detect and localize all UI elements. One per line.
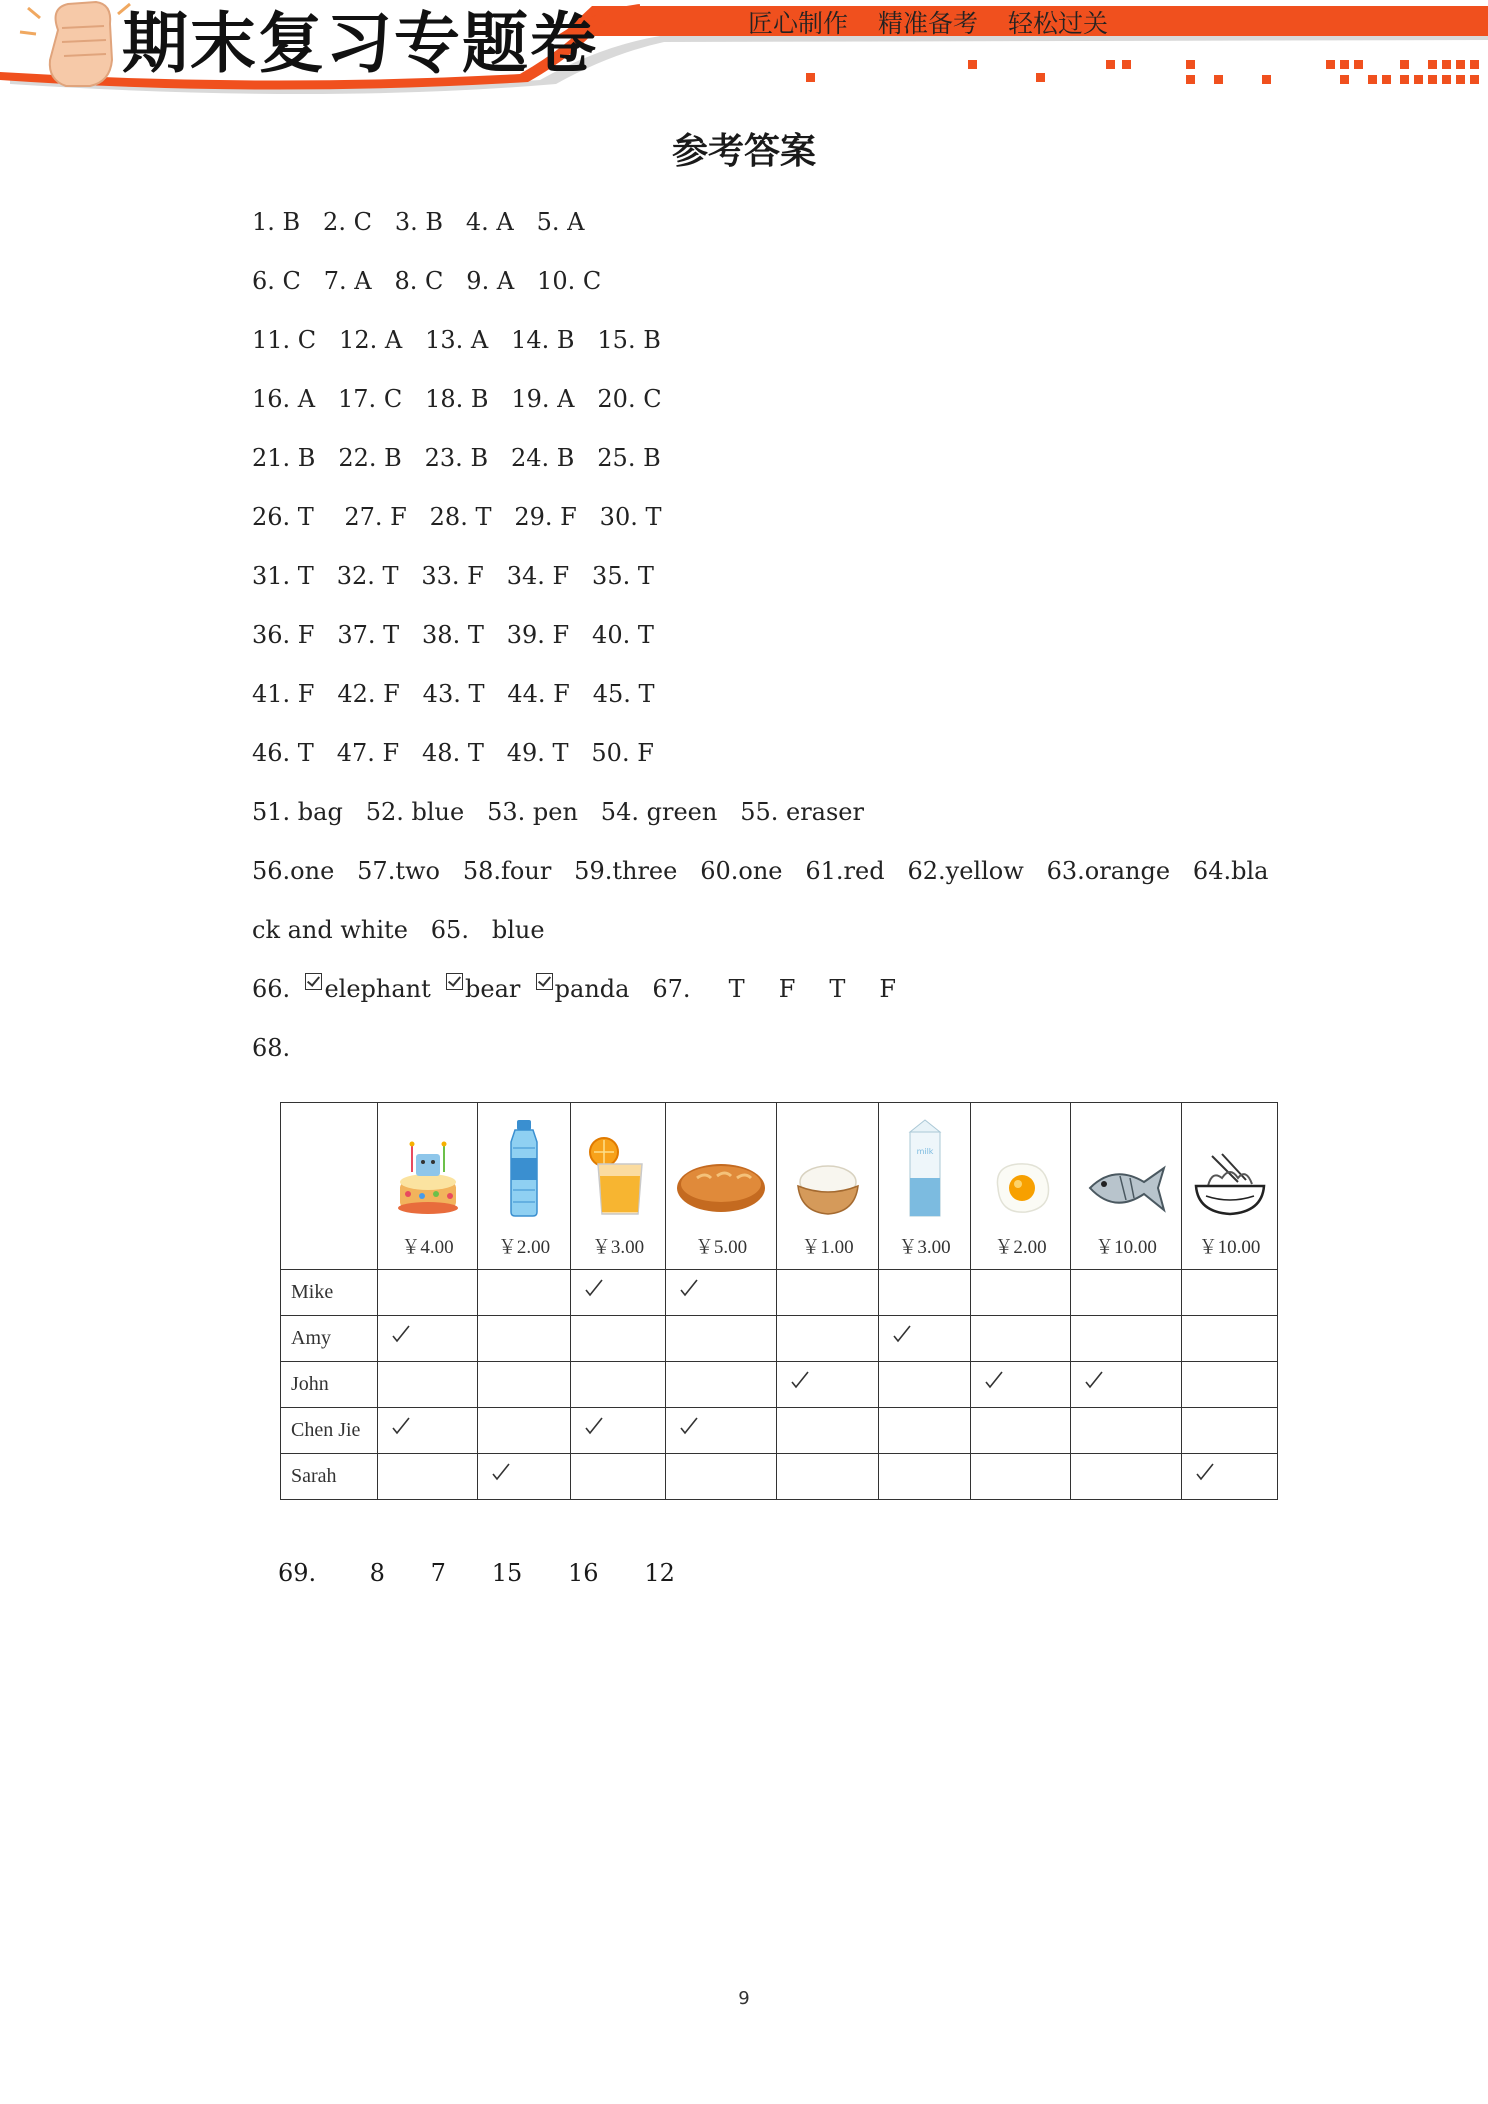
food-price: ￥3.00 bbox=[591, 1237, 645, 1258]
order-cell bbox=[1071, 1270, 1182, 1316]
food-cell bbox=[571, 1103, 666, 1270]
food-price: ￥2.00 bbox=[497, 1237, 551, 1258]
food-cell bbox=[879, 1103, 971, 1270]
order-cell bbox=[666, 1316, 777, 1362]
answer-line-66-67 bbox=[252, 969, 1272, 1028]
q69-answer: 12 bbox=[644, 1559, 675, 1587]
q67-answer: F bbox=[778, 975, 796, 1003]
answer-line: 26. T 27. F 28. T 29. F 30. T bbox=[252, 503, 662, 531]
food-cell bbox=[971, 1103, 1071, 1270]
check-mark-icon bbox=[983, 1370, 1005, 1392]
order-cell bbox=[1071, 1316, 1182, 1362]
q69-answer: 15 bbox=[491, 1559, 523, 1587]
order-cell bbox=[666, 1362, 777, 1408]
table-row bbox=[281, 1270, 1278, 1316]
food-price: ￥10.00 bbox=[1198, 1237, 1261, 1258]
order-cell bbox=[777, 1270, 879, 1316]
order-cell bbox=[478, 1454, 571, 1500]
answer-line: 6. C 7. A 8. C 9. A 10. C bbox=[252, 267, 602, 295]
food-cell bbox=[378, 1103, 478, 1270]
food-cell bbox=[1071, 1103, 1182, 1270]
order-cell bbox=[1182, 1408, 1278, 1454]
q69-answer: 8 bbox=[369, 1559, 385, 1587]
answer-line: 46. T 47. F 48. T 49. T 50. F bbox=[252, 739, 654, 767]
q66-item: bear bbox=[465, 975, 521, 1003]
order-cell bbox=[478, 1316, 571, 1362]
order-cell bbox=[1071, 1362, 1182, 1408]
food-order-table bbox=[280, 1102, 1278, 1500]
order-cell bbox=[879, 1362, 971, 1408]
order-cell bbox=[478, 1362, 571, 1408]
order-cell bbox=[478, 1408, 571, 1454]
food-cell bbox=[478, 1103, 571, 1270]
q66-item: panda bbox=[554, 975, 630, 1003]
answer-line: 51. bag 52. blue 53. pen 54. green 55. eraser bbox=[252, 798, 864, 826]
order-cell bbox=[571, 1362, 666, 1408]
page-title: 参考答案 bbox=[671, 131, 816, 172]
order-cell bbox=[478, 1270, 571, 1316]
order-cell bbox=[571, 1454, 666, 1500]
food-price: ￥2.00 bbox=[994, 1237, 1047, 1258]
order-cell bbox=[666, 1270, 777, 1316]
fried-egg-icon bbox=[988, 1158, 1054, 1218]
header-slogans bbox=[748, 9, 1130, 39]
food-price: ￥3.00 bbox=[898, 1237, 951, 1258]
answer-list bbox=[252, 202, 1272, 1087]
table-row bbox=[281, 1362, 1278, 1408]
check-mark-icon bbox=[1194, 1462, 1216, 1484]
answer-line-68: 68. bbox=[252, 1034, 291, 1062]
order-cell bbox=[777, 1454, 879, 1500]
order-cell bbox=[666, 1454, 777, 1500]
q69-answer: 7 bbox=[430, 1559, 446, 1587]
bread-icon bbox=[675, 1158, 767, 1218]
order-cell bbox=[1182, 1454, 1278, 1500]
q66-number: 66. bbox=[252, 975, 291, 1003]
q66-item: elephant bbox=[324, 975, 431, 1003]
order-cell bbox=[378, 1408, 478, 1454]
order-cell bbox=[777, 1316, 879, 1362]
order-cell bbox=[879, 1316, 971, 1362]
order-cell bbox=[571, 1316, 666, 1362]
checked-box-icon bbox=[446, 973, 463, 990]
answer-line: 11. C 12. A 13. A 14. B 15. B bbox=[252, 326, 661, 354]
q67-answer: T bbox=[728, 975, 745, 1003]
order-cell bbox=[1182, 1270, 1278, 1316]
order-cell bbox=[971, 1316, 1071, 1362]
order-cell bbox=[378, 1454, 478, 1500]
check-mark-icon bbox=[490, 1462, 512, 1484]
food-price: ￥1.00 bbox=[801, 1237, 854, 1258]
order-cell bbox=[378, 1362, 478, 1408]
order-cell bbox=[879, 1454, 971, 1500]
order-cell bbox=[666, 1408, 777, 1454]
header-banner bbox=[0, 0, 1488, 110]
corner-cell bbox=[281, 1103, 378, 1270]
table-body bbox=[281, 1270, 1278, 1500]
food-cell bbox=[777, 1103, 879, 1270]
q67-answer: F bbox=[879, 975, 897, 1003]
order-cell bbox=[571, 1270, 666, 1316]
answer-line: 21. B 22. B 23. B 24. B 25. B bbox=[252, 444, 661, 472]
answer-line: 56.one 57.two 58.four 59.three 60.one 61.red 62.yellow 63.orange 64.bla bbox=[252, 857, 1269, 885]
table-row bbox=[281, 1408, 1278, 1454]
svg-text:milk: milk bbox=[916, 1147, 933, 1156]
answer-line: ck and white 65. blue bbox=[252, 916, 545, 944]
slogan-2: 精准备考 bbox=[877, 9, 978, 38]
header-title: 期末复习专题卷 bbox=[122, 5, 598, 82]
student-name: Mike bbox=[281, 1270, 378, 1316]
check-mark-icon bbox=[891, 1324, 913, 1346]
slogan-1: 匠心制作 bbox=[748, 9, 849, 38]
check-mark-icon bbox=[1083, 1370, 1105, 1392]
q67-number: 67. bbox=[652, 975, 691, 1003]
order-cell bbox=[879, 1270, 971, 1316]
noodles-icon bbox=[1192, 1152, 1268, 1218]
food-cell bbox=[1182, 1103, 1278, 1270]
order-cell bbox=[971, 1362, 1071, 1408]
order-cell bbox=[378, 1270, 478, 1316]
food-cell bbox=[666, 1103, 777, 1270]
answer-line: 1. B 2. C 3. B 4. A 5. A bbox=[252, 208, 585, 236]
food-price: ￥5.00 bbox=[694, 1237, 748, 1258]
answer-line: 36. F 37. T 38. T 39. F 40. T bbox=[252, 621, 654, 649]
order-cell bbox=[1071, 1454, 1182, 1500]
answer-line: 16. A 17. C 18. B 19. A 20. C bbox=[252, 385, 662, 413]
order-cell bbox=[971, 1408, 1071, 1454]
check-mark-icon bbox=[390, 1416, 412, 1438]
answer-line: 31. T 32. T 33. F 34. F 35. T bbox=[252, 562, 654, 590]
rice-bowl-icon bbox=[793, 1158, 863, 1218]
order-cell bbox=[879, 1408, 971, 1454]
order-cell bbox=[1182, 1362, 1278, 1408]
fist-icon bbox=[20, 2, 130, 86]
answer-line-69 bbox=[278, 1555, 675, 1591]
slogan-3: 轻松过关 bbox=[1007, 9, 1108, 38]
check-mark-icon bbox=[583, 1278, 605, 1300]
table-row bbox=[281, 1454, 1278, 1500]
order-cell bbox=[971, 1454, 1071, 1500]
check-mark-icon bbox=[678, 1278, 700, 1300]
orange-juice-icon bbox=[588, 1134, 648, 1218]
water-bottle-icon bbox=[499, 1118, 549, 1218]
order-cell bbox=[1071, 1408, 1182, 1454]
order-cell bbox=[971, 1270, 1071, 1316]
checked-box-icon bbox=[536, 973, 553, 990]
order-cell bbox=[777, 1408, 879, 1454]
birthday-cake-icon bbox=[392, 1138, 464, 1218]
q69-answer: 16 bbox=[568, 1559, 599, 1587]
check-mark-icon bbox=[583, 1416, 605, 1438]
table-row bbox=[281, 1316, 1278, 1362]
milk-carton-icon bbox=[900, 1118, 950, 1218]
student-name: John bbox=[281, 1362, 378, 1408]
order-cell bbox=[1182, 1316, 1278, 1362]
q67-answer: T bbox=[829, 975, 846, 1003]
check-mark-icon bbox=[678, 1416, 700, 1438]
student-name: Amy bbox=[281, 1316, 378, 1362]
check-mark-icon bbox=[390, 1324, 412, 1346]
fish-icon bbox=[1084, 1158, 1168, 1218]
food-price: ￥10.00 bbox=[1095, 1237, 1157, 1258]
order-cell bbox=[777, 1362, 879, 1408]
order-cell bbox=[378, 1316, 478, 1362]
q69-number: 69. bbox=[278, 1559, 317, 1587]
food-price: ￥4.00 bbox=[401, 1237, 454, 1258]
student-name: Chen Jie bbox=[281, 1408, 378, 1454]
answer-line: 41. F 42. F 43. T 44. F 45. T bbox=[252, 680, 655, 708]
order-cell bbox=[571, 1408, 666, 1454]
check-mark-icon bbox=[789, 1370, 811, 1392]
checked-box-icon bbox=[305, 973, 322, 990]
food-header-row bbox=[281, 1103, 1278, 1270]
student-name: Sarah bbox=[281, 1454, 378, 1500]
page-number: 9 bbox=[738, 1988, 750, 2009]
